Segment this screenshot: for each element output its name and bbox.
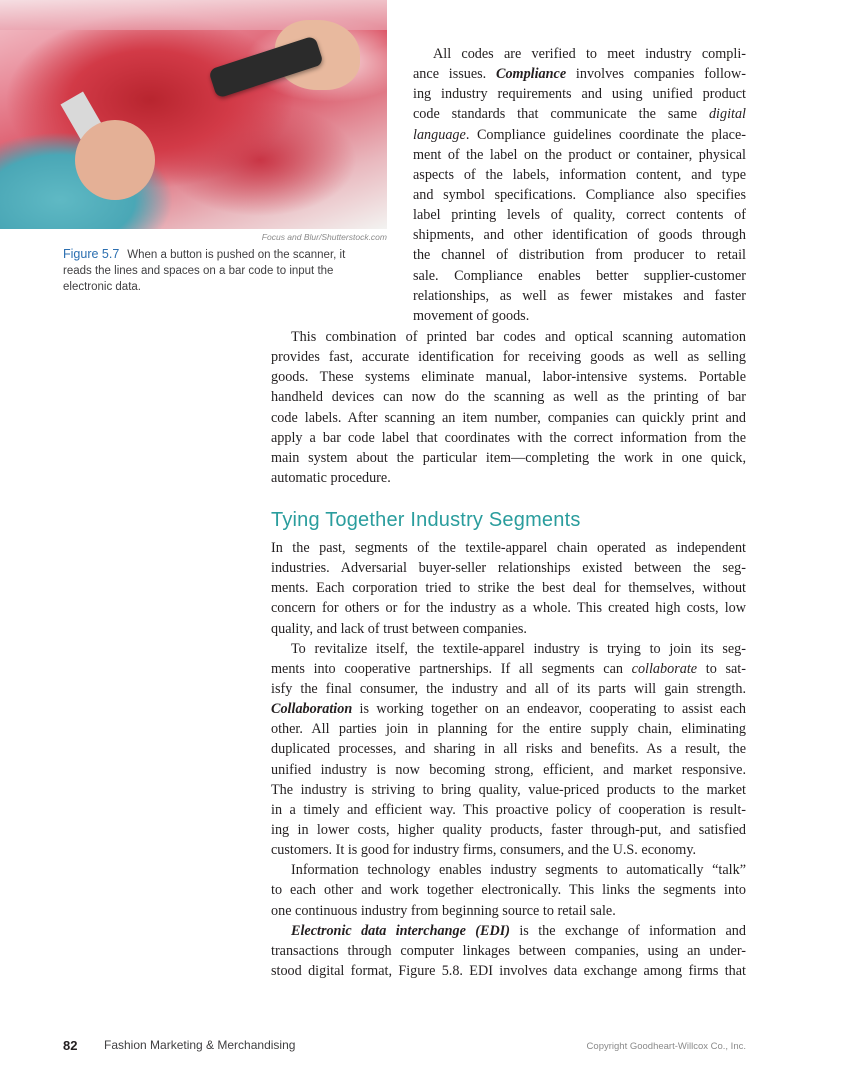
italic-term: language bbox=[413, 126, 466, 143]
text-run: ance issues. bbox=[413, 66, 496, 83]
text-run: Information technology enables industry segments to automatically “talk” bbox=[291, 862, 746, 879]
text-run: isfy the final consumer, the industry and all of its parts will gain strength. bbox=[271, 680, 746, 697]
text-run: duplicated processes, and sharing in all risks and benefits. As a result, the bbox=[271, 741, 746, 758]
text-run: one continuous industry from beginning source to retail sale. bbox=[271, 902, 616, 919]
text-run: goods. These systems eliminate manual, labor-intensive systems. Portable bbox=[271, 369, 746, 386]
text-run: to each other and work together electronically. This links the segments into bbox=[271, 882, 746, 899]
text-line bbox=[271, 408, 746, 428]
book-title: Fashion Marketing & Merchandising bbox=[104, 1038, 296, 1052]
figure-label: Figure 5.7 bbox=[63, 247, 120, 261]
text-line bbox=[271, 468, 746, 488]
text-run: All codes are verified to meet industry compli- bbox=[433, 46, 746, 62]
text-run: unified industry is now becoming strong, efficient, and market responsive. bbox=[271, 761, 746, 778]
text-line bbox=[271, 921, 746, 941]
text-run: code standards that communicate the same bbox=[413, 106, 709, 123]
text-run: main system about the particular item—completing the work in one quick, bbox=[271, 449, 746, 466]
photo-scanner bbox=[208, 35, 324, 98]
text-run: other. All parties join in planning for the entire supply chain, eliminating bbox=[271, 721, 746, 738]
text-line bbox=[271, 961, 746, 981]
text-line bbox=[413, 104, 746, 124]
text-run: sale. Compliance enables better supplier-customer bbox=[413, 267, 746, 284]
text-run: involves companies follow- bbox=[566, 66, 746, 83]
text-line bbox=[413, 225, 746, 245]
italic-term: digital bbox=[708, 106, 746, 123]
main-column-text-2 bbox=[271, 538, 746, 981]
text-line bbox=[271, 659, 746, 679]
text-line bbox=[271, 428, 746, 448]
text-line bbox=[271, 719, 746, 739]
key-term: Compliance bbox=[495, 66, 567, 83]
text-line bbox=[413, 84, 746, 104]
text-line bbox=[413, 205, 746, 225]
text-line bbox=[413, 44, 746, 64]
text-line bbox=[413, 145, 746, 165]
key-term: Electronic data interchange (EDI) bbox=[291, 922, 510, 939]
text-line bbox=[271, 538, 746, 558]
text-run: aspects of the labels, information content, and type bbox=[413, 166, 746, 183]
text-run: quality, and lack of trust between companies. bbox=[271, 620, 527, 637]
section-heading: Tying Together Industry Segments bbox=[271, 509, 581, 531]
figure-photo-barcode-scanner bbox=[0, 0, 387, 229]
text-line bbox=[413, 306, 746, 326]
text-line bbox=[271, 820, 746, 840]
text-line bbox=[271, 880, 746, 900]
text-run: provides fast, accurate identification for receiving goods as well as selling bbox=[271, 349, 746, 366]
text-run: The industry is striving to bring quality, value-priced products to the market bbox=[271, 781, 746, 798]
text-run: ments. Each corporation tried to strike the best deal for themselves, without bbox=[271, 580, 746, 597]
text-run: in a timely and efficient way. This proactive policy of cooperation is result- bbox=[271, 801, 746, 818]
text-line bbox=[271, 679, 746, 699]
text-line bbox=[271, 739, 746, 759]
text-line bbox=[413, 266, 746, 286]
text-line bbox=[271, 840, 746, 860]
text-run: ing industry requirements and using unified product bbox=[413, 86, 746, 103]
text-run: transactions through computer linkages between companies, using an under- bbox=[271, 942, 746, 959]
text-line bbox=[271, 448, 746, 468]
text-run: shipments, and other identification of goods through bbox=[413, 227, 746, 244]
text-line bbox=[271, 699, 746, 719]
text-run: industries. Adversarial buyer-seller relationships existed between the seg- bbox=[271, 560, 746, 577]
right-column-text bbox=[413, 44, 746, 326]
text-line bbox=[271, 347, 746, 367]
figure-caption-text: When a button is pushed on the scanner, it reads the lines and spaces on a bar code to input the electronic data. bbox=[63, 249, 346, 293]
text-run: movement of goods. bbox=[413, 307, 530, 324]
text-run: is working together on an endeavor, cooperating to assist each bbox=[352, 701, 746, 718]
text-line bbox=[271, 860, 746, 880]
text-line bbox=[271, 800, 746, 820]
text-line bbox=[271, 558, 746, 578]
text-run: ments into cooperative partnerships. If all segments can bbox=[271, 660, 632, 677]
text-run: stood digital format, Figure 5.8. EDI involves data exchange among firms that bbox=[271, 962, 746, 979]
text-run: concern for others or for the industry as a whole. This created high costs, low bbox=[271, 600, 746, 617]
text-line bbox=[271, 780, 746, 800]
figure-caption bbox=[63, 246, 363, 295]
text-line bbox=[413, 286, 746, 306]
text-line bbox=[271, 760, 746, 780]
text-line bbox=[271, 598, 746, 618]
text-run: label printing levels of quality, correct contents of bbox=[413, 207, 746, 224]
text-run: is the exchange of information and bbox=[509, 922, 746, 939]
text-line bbox=[413, 185, 746, 205]
text-line bbox=[271, 327, 746, 347]
copyright: Copyright Goodheart-Willcox Co., Inc. bbox=[586, 1041, 746, 1052]
text-line bbox=[413, 165, 746, 185]
text-line bbox=[271, 941, 746, 961]
text-run: the channel of distribution from producer to retail bbox=[413, 247, 746, 264]
italic-term: collaborate bbox=[631, 660, 698, 677]
text-run: to sat- bbox=[697, 660, 746, 677]
main-column-text-1 bbox=[271, 327, 746, 488]
text-run: apply a bar code label that coordinates with the correct information from the bbox=[271, 429, 746, 446]
page-number: 82 bbox=[63, 1038, 78, 1053]
text-run: ment of the label on the product or container, physical bbox=[413, 146, 746, 163]
text-line bbox=[413, 64, 746, 84]
text-line bbox=[413, 245, 746, 265]
text-run: In the past, segments of the textile-apparel chain operated as independent bbox=[271, 540, 746, 556]
text-line bbox=[271, 578, 746, 598]
text-line bbox=[271, 901, 746, 921]
photo-hand bbox=[75, 120, 155, 200]
text-run: To revitalize itself, the textile-apparel industry is trying to join its seg- bbox=[291, 640, 746, 657]
text-run: code labels. After scanning an item number, companies can quickly print and bbox=[271, 409, 746, 426]
text-run: customers. It is good for industry firms, consumers, and the U.S. economy. bbox=[271, 842, 697, 859]
text-run: . Compliance guidelines coordinate the place- bbox=[465, 126, 746, 143]
text-run: handheld devices can now do the scanning as well as the printing of bar bbox=[271, 389, 746, 406]
text-line bbox=[271, 387, 746, 407]
text-run: automatic procedure. bbox=[271, 469, 391, 486]
text-run: and symbol specifications. Compliance also specifies bbox=[413, 186, 746, 203]
text-line bbox=[271, 639, 746, 659]
text-run: ing in lower costs, higher quality products, faster through-put, and satisfied bbox=[271, 821, 746, 838]
text-line bbox=[271, 367, 746, 387]
photo-credit: Focus and Blur/Shutterstock.com bbox=[261, 232, 387, 242]
text-line bbox=[413, 125, 746, 145]
text-run: This combination of printed bar codes and optical scanning automation bbox=[291, 329, 746, 345]
text-line bbox=[271, 619, 746, 639]
key-term: Collaboration bbox=[271, 701, 353, 718]
text-run: relationships, as well as fewer mistakes and faster bbox=[413, 287, 746, 304]
